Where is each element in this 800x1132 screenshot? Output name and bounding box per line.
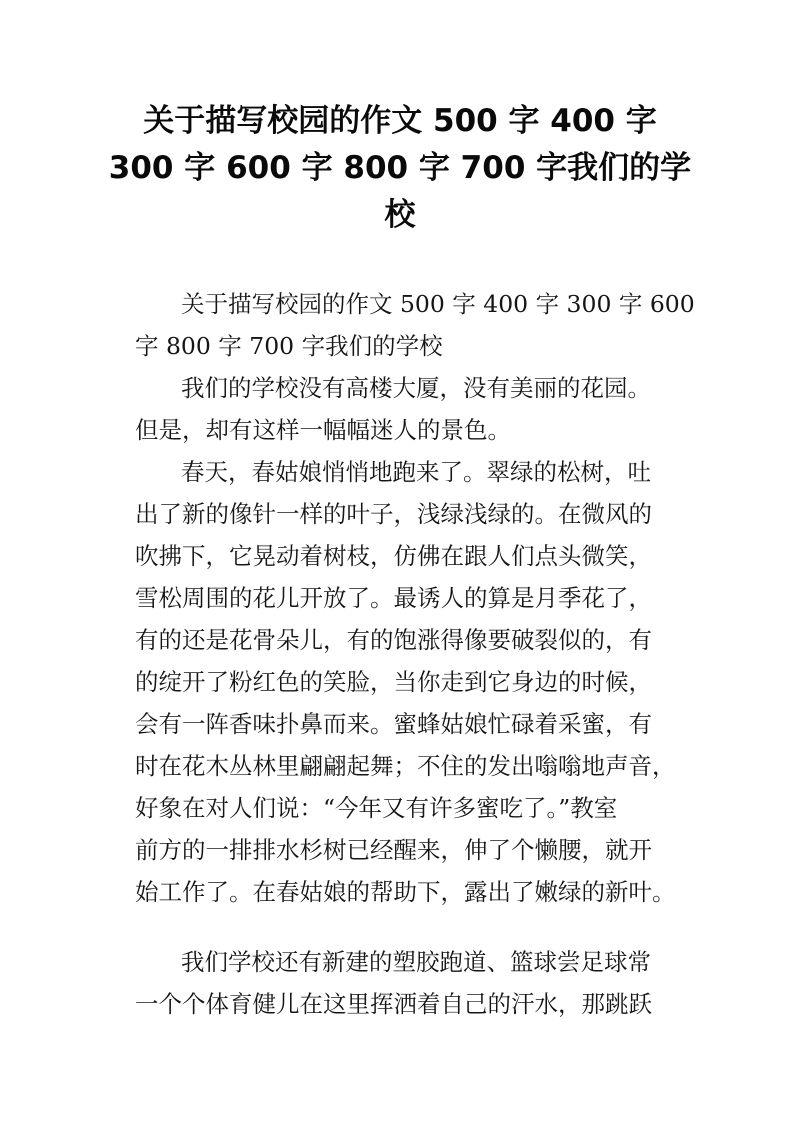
title-line: 校 (384, 197, 416, 233)
text-line: 会有一阵香味扑鼻而来。蜜蜂姑娘忙碌着采蜜，有 (135, 710, 652, 738)
text-line: 前方的一排排水杉树已经醒来，伸了个懒腰，就开 (135, 836, 652, 864)
text-line: 但是，却有这样一幅幅迷人的景色。 (135, 416, 511, 444)
paragraph-spring (135, 451, 675, 913)
text-line: 我们学校还有新建的塑胶跑道、篮球尝足球常 (181, 948, 651, 976)
text-line: 我们的学校没有高楼大厦，没有美丽的花园。 (181, 374, 651, 402)
text-line: 的绽开了粉红色的笑脸，当你走到它身边的时候， (135, 668, 652, 696)
text-line: 一个个体育健儿在这里挥洒着自己的汗水，那跳跃 (135, 990, 652, 1018)
text-line: 关于描写校园的作文 500 字 400 字 300 字 600 (181, 290, 695, 318)
paragraph-spacer (135, 913, 675, 941)
text-line: 吹拂下，它晃动着树枝，仿佛在跟人们点头微笑， (135, 542, 652, 570)
text-line: 春天，春姑娘悄悄地跑来了。翠绿的松树，吐 (181, 458, 651, 486)
paragraph-heading-repeat (135, 283, 695, 367)
document-body (135, 283, 695, 1025)
text-line: 字 800 字 700 字我们的学校 (135, 332, 443, 360)
document-title (100, 98, 700, 239)
text-line: 出了新的像针一样的叶子，浅绿浅绿的。在微风的 (135, 500, 652, 528)
text-line: 有的还是花骨朵儿，有的饱涨得像要破裂似的，有 (135, 626, 652, 654)
text-line: 雪松周围的花儿开放了。最诱人的算是月季花了， (135, 584, 652, 612)
paragraph-intro (135, 367, 675, 451)
text-line: 好象在对人们说：“今年又有许多蜜吃了。”教室 (135, 794, 618, 822)
text-line: 始工作了。在春姑娘的帮助下，露出了嫩绿的新叶。 (135, 878, 676, 906)
title-line: 300 字 600 字 800 字 700 字我们的学 (108, 150, 692, 186)
title-line: 关于描写校园的作文 500 字 400 字 (143, 103, 657, 139)
text-line: 时在花木丛林里翩翩起舞；不住的发出嗡嗡地声音， (135, 752, 676, 780)
paragraph-facilities (135, 941, 675, 1025)
